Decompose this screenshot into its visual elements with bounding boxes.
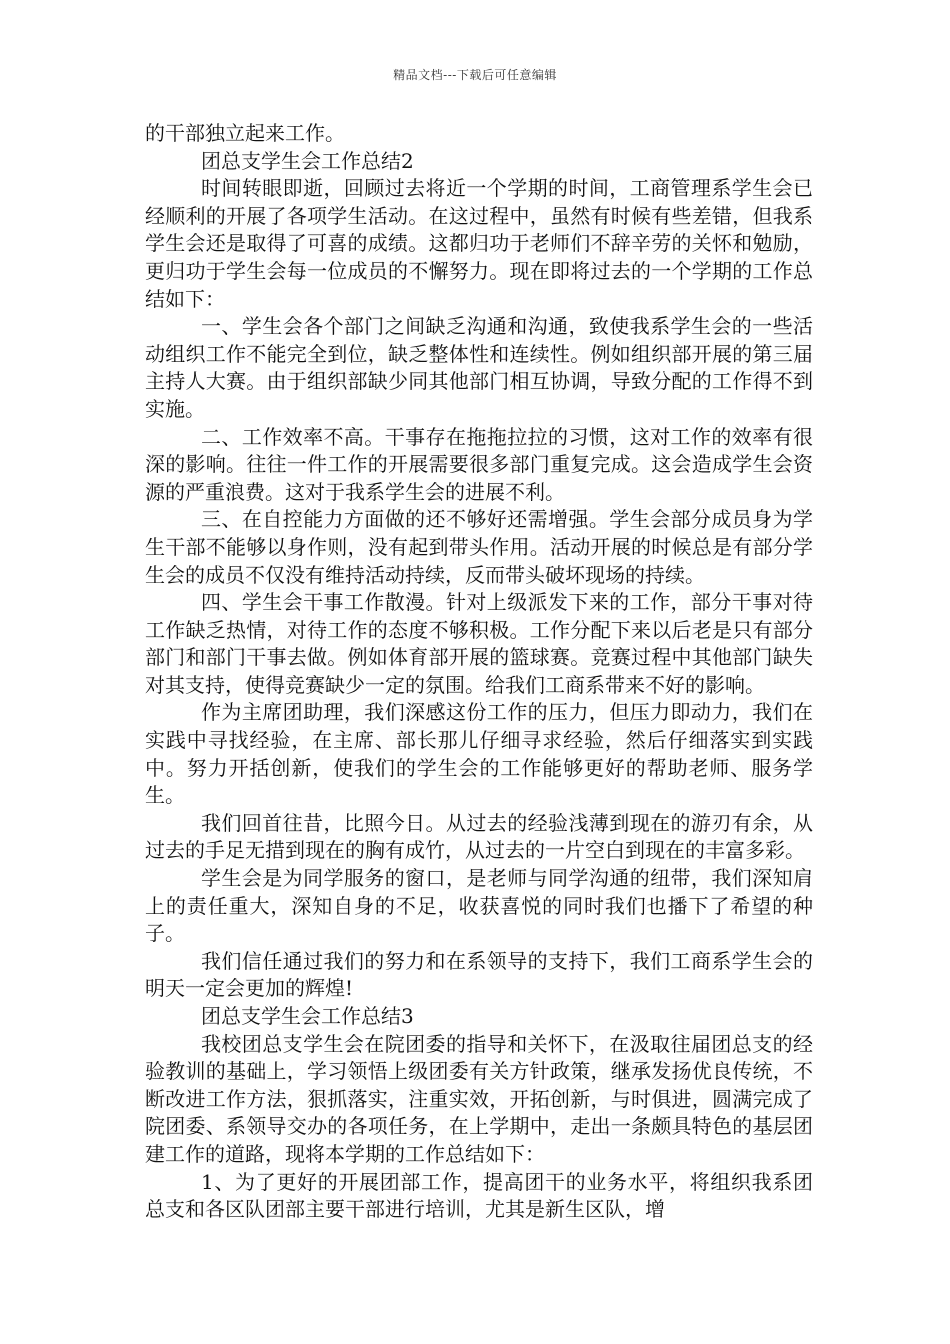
paragraph: 作为主席团助理，我们深感这份工作的压力，但压力即动力，我们在实践中寻找经验，在主席、部长那儿仔细寻求经验，然后仔细落实到实践中。努力开括创新，使我们的学生会的工作能够更好的帮助老师、服务学生。 [145, 700, 813, 808]
paragraph: 四、学生会干事工作散漫。针对上级派发下来的工作，部分干事对待工作缺乏热情，对待工作的态度不够积极。工作分配下来以后老是只有部分部门和部门干事去做。例如体育部开展的篮球赛。竞赛过程中其他部门缺失对其支持，使得竞赛缺少一定的氛围。给我们工商系带来不好的影响。 [145, 590, 813, 697]
document-body [145, 120, 813, 1224]
section-heading: 团总支学生会工作总结3 [201, 1004, 414, 1028]
paragraph: 三、在自控能力方面做的还不够好还需增强。学生会部分成员身为学生干部不能够以身作则，没有起到带头作用。活动开展的时候总是有部分学生会的成员不仅没有维持活动持续，反而带头破坏现场的持续。 [145, 507, 813, 587]
paragraph: 学生会是为同学服务的窗口，是老师与同学沟通的纽带，我们深知肩上的责任重大，深知自身的不足，收获喜悦的同时我们也播下了希望的种子。 [145, 866, 813, 946]
paragraph: 二、工作效率不高。干事存在拖拖拉拉的习惯，这对工作的效率有很深的影响。往往一件工作的开展需要很多部门重复完成。这会造成学生会资源的严重浪费。这对于我系学生会的进展不利。 [145, 424, 813, 504]
paragraph: 我们回首往昔，比照今日。从过去的经验浅薄到现在的游刃有余，从过去的手足无措到现在的胸有成竹，从过去的一片空白到现在的丰富多彩。 [145, 810, 813, 863]
page-header: 精品文档---下载后可任意编辑 [393, 68, 557, 82]
paragraph: 的干部独立起来工作。 [145, 121, 345, 145]
section-heading: 团总支学生会工作总结2 [201, 148, 414, 173]
paragraph: 我校团总支学生会在院团委的指导和关怀下，在汲取往届团总支的经验教训的基础上，学习领悟上级团委有关方针政策，继承发扬优良传统，不断改进工作方法，狠抓落实，注重实效，开拓创新，与时俱进，圆满完成了院团委、系领导交办的各项任务，在上学期中，走出一条颇具特色的基层团建工作的道路，现将本学期的工作总结如下： [145, 1031, 813, 1166]
paragraph: 我们信任通过我们的努力和在系领导的支持下，我们工商系学生会的明天一定会更加的辉煌! [145, 948, 813, 1001]
paragraph: 1、为了更好的开展团部工作，提高团干的业务水平，将组织我系团总支和各区队团部主要干部进行培训，尤其是新生区队，增 [145, 1169, 813, 1222]
paragraph: 一、学生会各个部门之间缺乏沟通和沟通，致使我系学生会的一些活动组织工作不能完全到位，缺乏整体性和连续性。例如组织部开展的第三届主持人大赛。由于组织部缺少同其他部门相互协调，导致分配的工作得不到实施。 [145, 314, 813, 421]
paragraph: 时间转眼即逝，回顾过去将近一个学期的时间，工商管理系学生会已经顺利的开展了各项学生活动。在这过程中，虽然有时候有些差错，但我系学生会还是取得了可喜的成绩。这都归功于老师们不辞辛劳的关怀和勉励，更归功于学生会每一位成员的不懈努力。现在即将过去的一个学期的工作总结如下： [145, 176, 813, 311]
